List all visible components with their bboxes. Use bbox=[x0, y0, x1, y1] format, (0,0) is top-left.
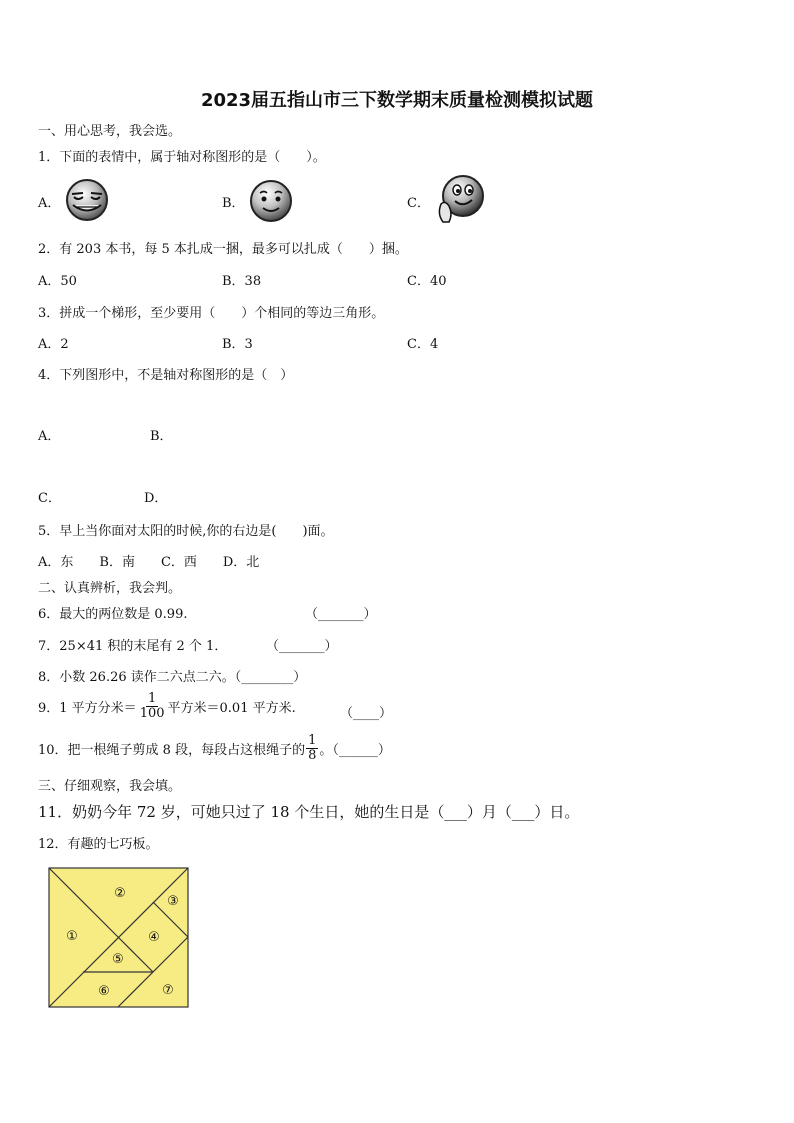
tangram-label-2: ② bbox=[114, 886, 126, 901]
q10-numerator: 1 bbox=[308, 733, 317, 748]
content-smiley-icon bbox=[248, 179, 294, 223]
tangram-label-4: ④ bbox=[148, 930, 160, 945]
q9-answer-blank[interactable]: （____） bbox=[340, 706, 393, 721]
question-8: 8．小数 26.26 读作二六点二六。（________） bbox=[38, 670, 307, 685]
q3-option-a: A．2 bbox=[38, 337, 69, 352]
q5-options: A．东 B．南 C．西 D．北 bbox=[38, 555, 260, 570]
question-6: 6．最大的两位数是 0.99. bbox=[38, 607, 188, 622]
section-3-heading: 三、仔细观察，我会填。 bbox=[38, 779, 182, 794]
question-11: 11．奶奶今年 72 岁，可她只过了 18 个生日，她的生日是（___）月（___）日。 bbox=[38, 803, 580, 821]
q10-text-after: 。（______） bbox=[319, 743, 391, 758]
q7-answer-blank[interactable]: （_______） bbox=[266, 639, 338, 654]
question-1: 1．下面的表情中，属于轴对称图形的是（ ）。 bbox=[38, 150, 326, 165]
q3-option-b: B．3 bbox=[222, 337, 253, 352]
page-title: 2023届五指山市三下数学期末质量检测模拟试题 bbox=[200, 90, 594, 111]
thinking-smiley-icon bbox=[433, 174, 487, 226]
tangram-label-1: ① bbox=[66, 929, 78, 944]
q1-option-c: C． bbox=[407, 196, 430, 211]
q4-option-b: B． bbox=[150, 429, 173, 444]
q4-option-d: D． bbox=[144, 491, 168, 506]
tangram-label-6: ⑥ bbox=[98, 984, 110, 999]
section-1-heading: 一、用心思考，我会选。 bbox=[38, 124, 182, 139]
question-3: 3．拼成一个梯形，至少要用（ ）个相同的等边三角形。 bbox=[38, 306, 385, 321]
q10-text-before: 10．把一根绳子剪成 8 段，每段占这根绳子的 bbox=[38, 743, 306, 758]
q10-fraction bbox=[306, 734, 318, 763]
q2-option-b: B．38 bbox=[222, 274, 262, 289]
tangram-figure bbox=[48, 867, 190, 1009]
winking-smiley-icon bbox=[64, 178, 110, 222]
q6-answer-blank[interactable]: （_______） bbox=[305, 607, 377, 622]
q4-option-a: A． bbox=[38, 429, 61, 444]
q1-option-a: A． bbox=[38, 196, 61, 211]
q2-option-c: C．40 bbox=[407, 274, 447, 289]
question-10 bbox=[38, 734, 391, 763]
tangram-label-7: ⑦ bbox=[162, 983, 174, 998]
question-9 bbox=[38, 692, 296, 721]
q9-text-before: 9．1 平方分米＝ bbox=[38, 701, 137, 716]
question-4: 4．下列图形中，不是轴对称图形的是（ ） bbox=[38, 368, 294, 383]
q2-option-a: A．50 bbox=[38, 274, 77, 289]
q9-denominator: 100 bbox=[139, 706, 165, 721]
tangram-label-5: ⑤ bbox=[112, 952, 124, 967]
q9-text-after: 平方米＝0.01 平方米. bbox=[167, 701, 296, 716]
section-2-heading: 二、认真辨析，我会判。 bbox=[38, 581, 182, 596]
q1-option-b: B． bbox=[222, 196, 245, 211]
question-7: 7．25×41 积的末尾有 2 个 1． bbox=[38, 639, 228, 654]
question-5: 5．早上当你面对太阳的时候,你的右边是( )面。 bbox=[38, 524, 334, 539]
q10-denominator: 8 bbox=[308, 748, 317, 763]
tangram-label-3: ③ bbox=[167, 894, 179, 909]
question-12: 12．有趣的七巧板。 bbox=[38, 837, 159, 852]
q4-option-c: C． bbox=[38, 491, 61, 506]
q9-numerator: 1 bbox=[147, 691, 157, 706]
q3-option-c: C．4 bbox=[407, 337, 439, 352]
q9-fraction bbox=[138, 692, 167, 721]
question-2: 2．有 203 本书，每 5 本扎成一捆，最多可以扎成（ ）捆。 bbox=[38, 242, 408, 257]
